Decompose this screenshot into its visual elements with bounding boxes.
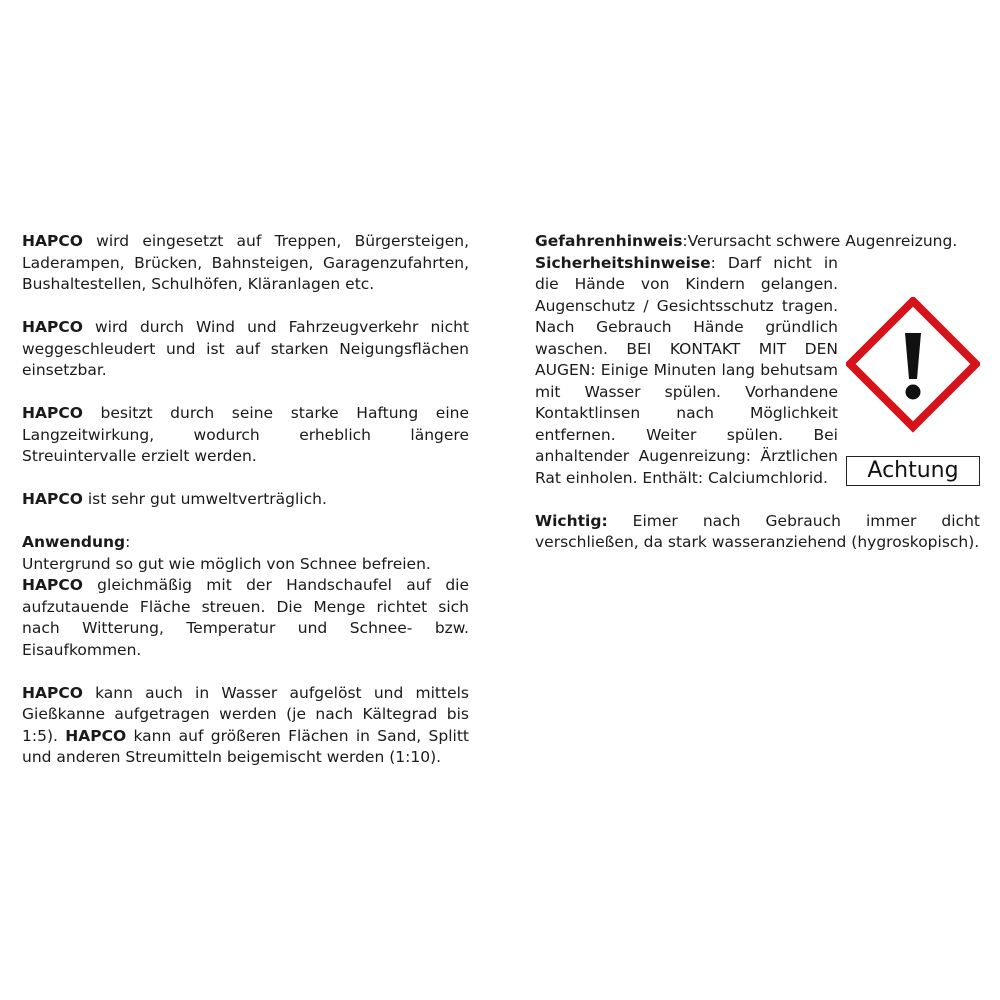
brand-name: HAPCO [22, 318, 83, 336]
exclamation-mark-icon [846, 297, 980, 447]
hazard-statement-text: :Verursacht schwere Augenreizung. [682, 232, 958, 250]
application-heading: Anwendung [22, 533, 126, 551]
paragraph-text: besitzt durch seine starke Haftung eine Langzeitwirkung, wodurch erheblich längere Streuintervalle erzielt werden. [22, 404, 469, 465]
signal-word-label: Achtung [846, 456, 980, 486]
heading-colon: : [125, 533, 131, 551]
important-text: Eimer nach Gebrauch immer dicht verschließen, da stark wasseranziehend (hygroskopisch). [535, 511, 980, 551]
brand-name: HAPCO [65, 726, 127, 745]
brand-name: HAPCO [22, 683, 83, 702]
paragraph-text: kann auf größeren Flächen in Sand, Splitt und anderen Streumitteln beigemischt werden (1:10). [22, 726, 469, 766]
hazard-paragraph [535, 231, 980, 489]
application-first-line: Untergrund so gut wie möglich von Schnee befreien. [22, 554, 431, 573]
important-note [535, 511, 980, 554]
important-label: Wichtig: [535, 511, 608, 530]
precautionary-statement-text: : Darf nicht in die Hände von Kindern gelangen. Augenschutz / Gesichtsschutz tragen. Nach Gebrauch Hände gründlich waschen. BEI KONTAKT MIT DEN AUGEN: Einige Minuten lang behutsam mit Wasser spülen. Vorhandene Kontaktlinsen nach Möglichkeit entfernen. Weiter spülen. Bei anhaltender Augenreizung: Ärztlichen Rat einholen. Enthält: Calciumchlorid. [535, 253, 838, 487]
paragraph-dissolve-mix [22, 683, 469, 769]
paragraph-long-term-effect [22, 403, 469, 468]
paragraph-usage-areas [22, 231, 469, 296]
paragraph-text: gleichmäßig mit der Handschaufel auf die aufzutauende Fläche streuen. Die Menge richtet sich nach Witterung, Temperatur und Schnee- bzw. Eisaufkommen. [22, 576, 469, 659]
safety-column [535, 231, 980, 575]
hazard-statement-label: Gefahrenhinweis [535, 232, 683, 250]
paragraph-text: wird eingesetzt auf Treppen, Bürgersteigen, Laderampen, Brücken, Bahnsteigen, Garagenzufahrten, Bushaltestellen, Schulhöfen, Kläranlagen etc. [22, 232, 469, 293]
paragraph-text: kann auch in Wasser aufgelöst und mittels Gießkanne aufgetragen werden (je nach Kältegrad bis 1:5). [22, 683, 469, 745]
precautionary-statement-label: Sicherheitshinweise [535, 253, 711, 272]
product-info-column [22, 231, 469, 790]
brand-name: HAPCO [22, 232, 83, 250]
paragraph-wind-resistance [22, 317, 469, 382]
paragraph-application [22, 532, 469, 661]
ghs-pictogram [846, 297, 980, 487]
brand-name: HAPCO [22, 404, 83, 422]
brand-name: HAPCO [22, 576, 83, 594]
paragraph-text: wird durch Wind und Fahrzeugverkehr nicht weggeschleudert und ist auf starken Neigungsflächen einsetzbar. [22, 318, 469, 379]
paragraph-text: ist sehr gut umweltverträglich. [82, 490, 327, 508]
brand-name: HAPCO [22, 490, 83, 508]
paragraph-eco-friendly [22, 489, 469, 511]
